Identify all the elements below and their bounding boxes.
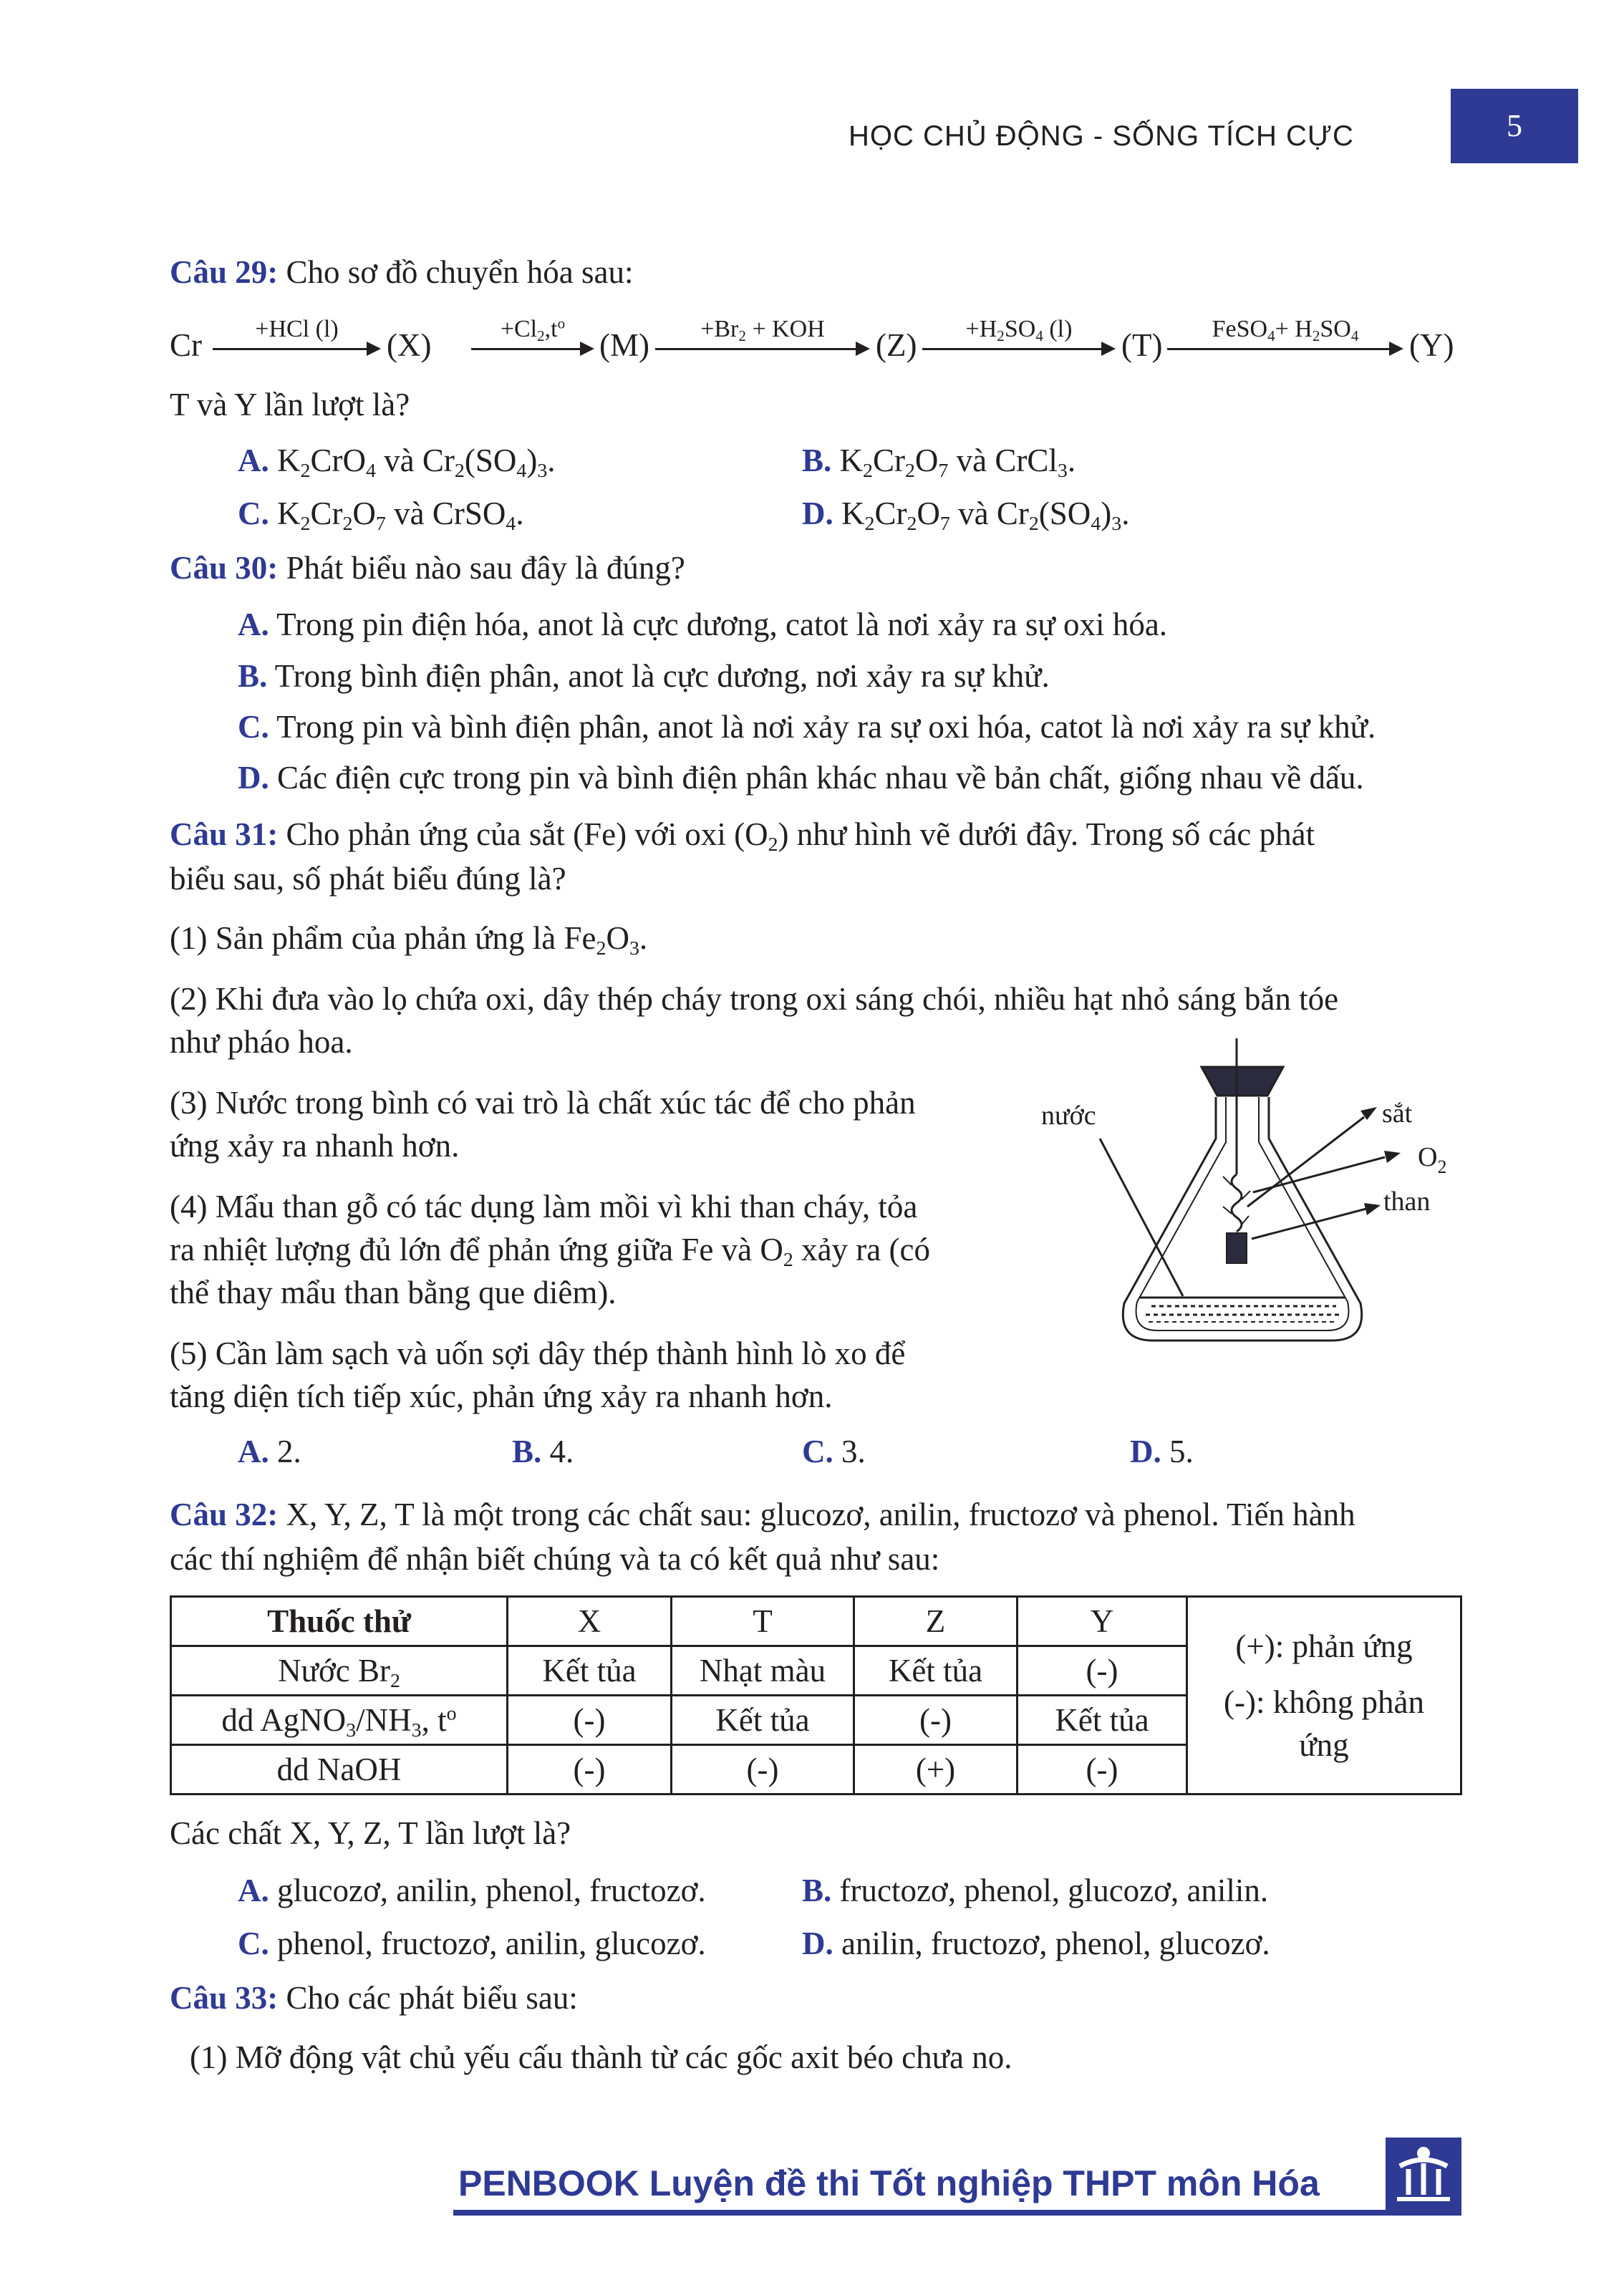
scheme-start: Cr [170, 327, 202, 363]
table-cell: (-) [1018, 1745, 1187, 1795]
table-cell: Kết tủa [508, 1646, 672, 1696]
q31-statement-1: (1) Sản phẩm của phản ứng là $Fe_2O_3$. [170, 920, 648, 960]
q32-option-c[interactable]: C. phenol, fructozơ, anilin, glucozơ. [238, 1926, 706, 1961]
scheme-reagent-4: $+H_2SO_4$ (l) [965, 316, 1073, 344]
q32-option-b[interactable]: B. fructozơ, phenol, glucozơ, anilin. [802, 1873, 1269, 1908]
q30-option-d[interactable]: D. Các điện cực trong pin và bình điện phân khác nhau về bản chất, giống nhau về dấu. [238, 760, 1364, 796]
table-header-t: T [672, 1597, 854, 1646]
scheme-arrow-1 [213, 315, 381, 365]
q31-statement-4-line1: (4) Mẩu than gỗ có tác dụng làm mồi vì khi than cháy, tỏa [170, 1189, 918, 1225]
q31-prompt-line1: Câu 31: Cho phản ứng của sắt (Fe) với oxi $(O_2)$ như hình vẽ dưới đây. Trong số các phát [170, 816, 1315, 856]
table-header-y: Y [1018, 1597, 1187, 1646]
q33-prompt: Câu 33: Cho các phát biểu sau: [170, 1980, 578, 2016]
q30-option-c[interactable]: C. Trong pin và bình điện phân, anot là nơi xảy ra sự oxi hóa, catot là nơi xảy ra sự khử. [238, 709, 1376, 745]
table-cell: Kết tủa [672, 1696, 854, 1745]
legend-negative-line1: (-): không phản [1224, 1684, 1424, 1720]
figure-label-coal: than [1383, 1187, 1431, 1217]
q31-statement-3-line1: (3) Nước trong bình có vai trò là chất xúc tác để cho phản [170, 1085, 916, 1121]
table-cell: (+) [854, 1745, 1018, 1795]
q29-text: Cho sơ đồ chuyển hóa sau: [278, 254, 634, 290]
q29-option-a[interactable]: A. $K_2CrO_4$ và $Cr_2(SO_4)_3$. [238, 443, 556, 482]
table-header-row [171, 1597, 1461, 1646]
page-header-title: HỌC CHỦ ĐỘNG - SỐNG TÍCH CỰC [849, 120, 1354, 152]
q31-prompt-line2: biểu sau, số phát biểu đúng là? [170, 861, 566, 897]
q29-prompt [170, 251, 634, 294]
q29-option-d[interactable]: D. $K_2Cr_2O_7$ và $Cr_2(SO_4)_3$. [802, 496, 1130, 535]
scheme-product-y: (Y) [1409, 327, 1454, 363]
q30-prompt: Câu 30: Phát biểu nào sau đây là đúng? [170, 550, 685, 586]
scheme-product-z: (Z) [876, 327, 917, 363]
q31-statement-5-line2: tăng diện tích tiếp xúc, phản ứng xảy ra nhanh hơn. [170, 1378, 833, 1414]
q29-label: Câu 29: [170, 254, 279, 290]
q31-option-c[interactable]: C. 3. [802, 1434, 866, 1469]
scheme-arrow-3 [655, 315, 870, 365]
footer-title: PENBOOK Luyện đề thi Tốt nghiệp THPT môn Hóa [458, 2163, 1320, 2203]
page-number: 5 [1507, 108, 1522, 143]
page-number-badge [1451, 89, 1578, 163]
scheme-product-m: (M) [599, 327, 649, 363]
q32-stem: Các chất X, Y, Z, T lần lượt là? [170, 1815, 571, 1851]
iron-oxygen-flask-figure [1017, 1031, 1489, 1353]
figure-label-iron: sắt [1382, 1098, 1413, 1129]
scheme-product-t: (T) [1121, 327, 1163, 363]
scheme-arrow-2 [471, 315, 594, 365]
q31-option-d[interactable]: D. 5. [1130, 1434, 1194, 1469]
footer-rule [453, 2210, 1461, 2216]
q30-option-b[interactable]: B. Trong bình điện phân, anot là cực dương, nơi xảy ra sự khử. [238, 658, 1050, 694]
table-cell: (-) [508, 1745, 672, 1795]
figure-label-water: nước [1041, 1101, 1096, 1131]
publisher-logo-icon [1386, 2138, 1461, 2212]
q31-statement-4-line3: thể thay mẩu than bằng que diêm). [170, 1275, 617, 1310]
q31-statement-3-line2: ứng xảy ra nhanh hơn. [170, 1128, 460, 1164]
q33-statement-1: (1) Mỡ động vật chủ yếu cấu thành từ các gốc axit béo chưa no. [190, 2039, 1012, 2075]
figure-label-oxygen: $O_2$ [1418, 1142, 1447, 1177]
q32-prompt-line1: Câu 32: X, Y, Z, T là một trong các chất sau: glucozơ, anilin, fructozơ và phenol. Tiến hành [170, 1497, 1355, 1532]
table-legend [1187, 1597, 1461, 1795]
q32-prompt-line2: các thí nghiệm để nhận biết chúng và ta có kết quả như sau: [170, 1541, 940, 1577]
legend-positive: (+): phản ứng [1235, 1628, 1413, 1664]
q31-statement-2-line2: như pháo hoa. [170, 1024, 353, 1060]
q31-statement-4-line2: ra nhiệt lượng đủ lớn để phản ứng giữa Fe và $O_2$ xảy ra (có [170, 1232, 930, 1271]
table-cell: Nhạt màu [672, 1646, 854, 1696]
q32-option-a[interactable]: A. glucozơ, anilin, phenol, fructozơ. [238, 1873, 706, 1908]
table-cell: (-) [508, 1696, 672, 1745]
table-cell: Kết tủa [1018, 1696, 1187, 1745]
table-cell: Kết tủa [854, 1646, 1018, 1696]
reagent-silver-nitrate: dd $AgNO_3/NH_3$, $t^o$ [171, 1696, 508, 1745]
legend-negative-line2: ứng [1299, 1726, 1349, 1763]
table-cell: (-) [1018, 1646, 1187, 1696]
scheme-reagent-3: $+Br_2$ + KOH [700, 316, 825, 344]
reagent-naoh: dd NaOH [171, 1745, 508, 1795]
reagent-bromine-water: Nước $Br_2$ [171, 1646, 508, 1696]
scheme-product-x: (X) [387, 327, 432, 363]
q31-option-b[interactable]: B. 4. [512, 1434, 574, 1469]
q29-stem: T và Y lần lượt là? [170, 387, 410, 422]
scheme-arrow-4 [922, 315, 1116, 365]
scheme-reagent-2: $+Cl_2,t^o$ [500, 314, 566, 344]
q30-option-a[interactable]: A. Trong pin điện hóa, anot là cực dương, catot là nơi xảy ra sự oxi hóa. [238, 607, 1168, 642]
scheme-arrow-5 [1167, 315, 1403, 365]
q32-option-d[interactable]: D. anilin, fructozơ, phenol, glucozơ. [802, 1926, 1270, 1961]
q31-statement-5-line1: (5) Cần làm sạch và uốn sợi dây thép thành hình lò xo để [170, 1335, 906, 1371]
table-cell: (-) [854, 1696, 1018, 1745]
q31-option-a[interactable]: A. 2. [238, 1434, 301, 1469]
table-header-reagent: Thuốc thử [171, 1597, 508, 1646]
table-header-z: Z [854, 1597, 1018, 1646]
scheme-reagent-5: FeSO$_4$+ $H_2SO_4$ [1212, 316, 1359, 344]
table-cell: (-) [672, 1745, 854, 1795]
scheme-reagent-1: +HCl (l) [255, 316, 339, 342]
table-header-x: X [508, 1597, 672, 1646]
q29-option-c[interactable]: C. $K_2Cr_2O_7$ và CrSO$_4$. [238, 496, 524, 535]
q29-option-b[interactable]: B. $K_2Cr_2O_7$ và CrCl$_3$. [802, 443, 1076, 482]
reagent-results-table [170, 1595, 1462, 1795]
q31-statement-2-line1: (2) Khi đưa vào lọ chứa oxi, dây thép cháy trong oxi sáng chói, nhiều hạt nhỏ sáng bắn tóe [170, 981, 1339, 1017]
